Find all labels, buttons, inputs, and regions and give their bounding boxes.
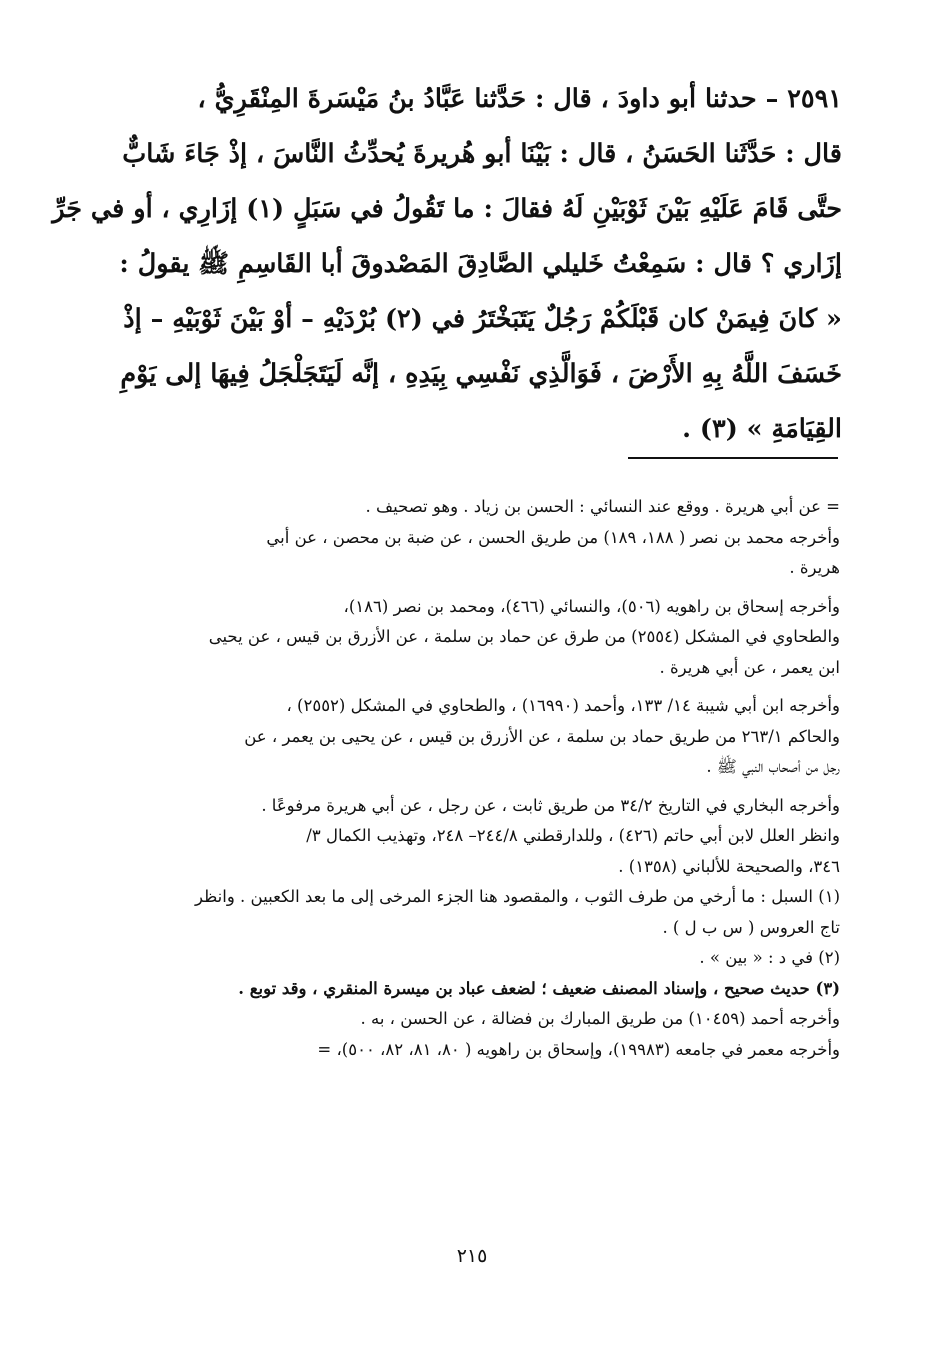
hadith-line: القِيَامَةِ » (٣) . — [682, 414, 842, 444]
footnote-separator — [628, 457, 838, 459]
footnote-line: وأخرجه معمر في جامعه (١٩٩٨٣)، وإسحاق بن راهويه ( ٨٠، ٨١، ٨٢، ٥٠٠)، = — [317, 1039, 840, 1059]
hadith-number: ٢٥٩١ – — [765, 84, 842, 114]
footnote-line: تاج العروس ( س ب ل ) . — [662, 917, 840, 937]
footnote-line: (٣) حديث صحيح ، وإسناد المصنف ضعيف ؛ لضعف عباد بن ميسرة المنقري ، وقد توبع . — [238, 978, 840, 998]
hadith-line: قال : حَدَّثَنا الحَسَنُ ، قال : بَيْنَا أبو هُريرةَ يُحدِّثُ النَّاسَ ، إذْ جَاءَ شَابٌّ — [122, 139, 842, 169]
page-number: ٢١٥ — [456, 1245, 488, 1267]
footnote-line: والطحاوي في المشكل (٢٥٥٤) من طرق عن حماد بن سلمة ، عن الأزرق بن قيس ، عن يحيى — [208, 627, 840, 646]
hadith-line: « كانَ فِيمَنْ كان قَبْلَكُمْ رَجُلٌ يَتَبَخْتَرُ في (٢) بُرْدَيْهِ – أوْ بَيْنَ ثَوْبَيْهِ – إذْ — [123, 304, 842, 334]
footnote-line: وأخرجه أحمد (١٠٤٥٩) من طريق المبارك بن فضالة ، عن الحسن ، به . — [360, 1009, 840, 1028]
footnote-line: وانظر العلل لابن أبي حاتم (٤٢٦) ، وللدارقطني ٢٤٤/٨– ٢٤٨، وتهذيب الكمال ٣/ — [306, 826, 840, 845]
footnote-line: هريرة . — [789, 558, 840, 577]
hadith-line: إزَاري ؟ قال : سَمِعْتُ خَليلي الصَّادِقَ المَصْدوقَ أبا القَاسِمِ ﷺ يقولُ : — [119, 249, 842, 279]
hadith-line: ٢٥٩١ – حدثنا أبو داودَ ، قال : حَدَّثنا عَبَّادُ بنُ مَيْسَرةَ المِنْقَرِيُّ ، — [197, 84, 842, 114]
footnote-line: (٢) في د : « بين » . — [699, 948, 840, 967]
footnote-line: وأخرجه البخاري في التاريخ ٣٤/٢ من طريق ثابت ، عن رجل ، عن أبي هريرة مرفوعًا . — [261, 795, 840, 815]
hadith-line: حتَّى قَامَ عَلَيْهِ بَيْنَ ثَوْبَيْنِ لَهُ فقالَ : ما تَقُولُ في سَبَلٍ (١) إزَارِي ، أو في جَرِّ — [52, 194, 842, 224]
footnote-line: وأخرجه إسحاق بن راهويه (٥٠٦)، والنسائي (٤٦٦)، ومحمد بن نصر (١٨٦)، — [343, 596, 840, 616]
footnote-line: وأخرجه ابن أبي شيبة ١٤/ ١٣٣، وأحمد (١٦٩٩٠) ، والطحاوي في المشكل (٢٥٥٢) ، — [286, 696, 840, 715]
footnote-line: وأخرجه محمد بن نصر ( ١٨٨، ١٨٩) من طريق الحسن ، عن ضبة بن محصن ، عن أبي — [266, 527, 840, 547]
footnote-line: ٣٤٦، والصحيحة للألباني (١٣٥٨) . — [618, 856, 840, 876]
footnote-line: (١) السبل : ما أرخي من طرف الثوب ، والمقصود هنا الجزء المرخى إلى ما بعد الكعبين . وانظر — [195, 887, 840, 906]
footnote-line: رجل من أصحاب النبي ﷺ . — [706, 757, 840, 776]
hadith-text — [52, 72, 842, 457]
hadith-line: خَسَفَ اللَّهُ بِهِ الأَرْضَ ، فَوَالَّذِي نَفْسِي بِيَدِهِ ، إنَّه لَيَتَجَلْجَلُ فِيهَا إلى يَوْمِ — [120, 359, 842, 389]
footnote-line: = عن أبي هريرة . ووقع عند النسائي : الحسن بن زياد . وهو تصحيف . — [365, 497, 840, 516]
footnote-line: والحاكم ٢٦٣/١ من طريق حماد بن سلمة ، عن الأزرق بن قيس ، عن يحيى بن يعمر ، عن — [244, 726, 840, 746]
footnote-line: ابن يعمر ، عن أبي هريرة . — [659, 657, 840, 677]
footnotes — [128, 492, 840, 1065]
